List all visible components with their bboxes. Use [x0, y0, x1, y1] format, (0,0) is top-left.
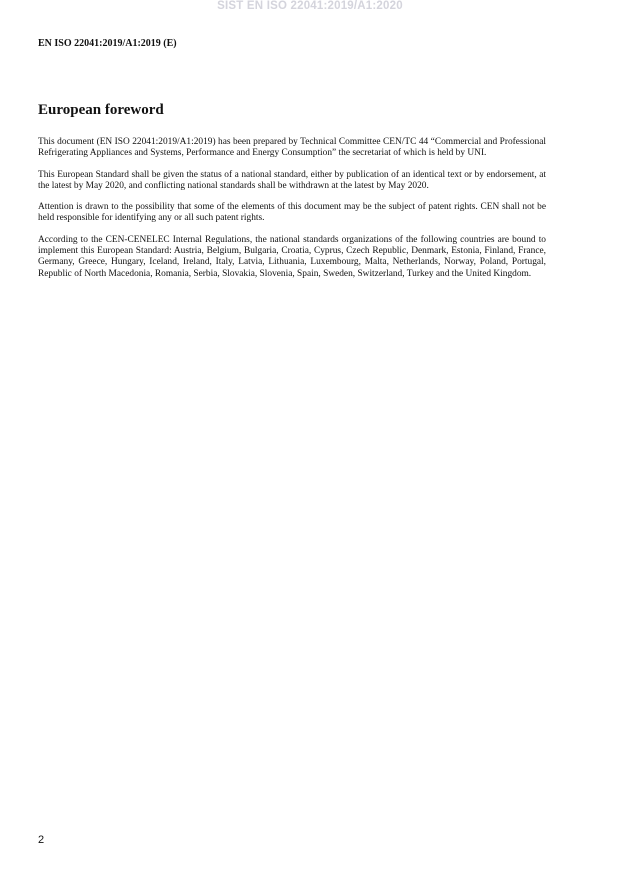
page-number: 2	[38, 834, 45, 846]
paragraph-1: This document (EN ISO 22041:2019/A1:2019) has been prepared by Technical Committee CEN/TC 44 “Commercial and Professional Refrigerating Appliances and Systems, Performance and Energy Consumption” the secretariat of which is held by UNI.	[38, 137, 546, 159]
watermark: SIST EN ISO 22041:2019/A1:2020	[217, 0, 403, 12]
document-id: EN ISO 22041:2019/A1:2019 (E)	[38, 38, 177, 49]
foreword-body	[38, 137, 546, 290]
section-heading: European foreword	[38, 102, 164, 118]
paragraph-4: According to the CEN-CENELEC Internal Regulations, the national standards organizations of the following countries are bound to implement this European Standard: Austria, Belgium, Bulgaria, Croatia, Cyprus, Czech Republic, Denmark, Estonia, Finland, France, Germany, Greece, Hungary, Iceland, Ireland, Italy, Latvia, Lithuania, Luxembourg, Malta, Netherlands, Norway, Poland, Portugal, Republic of North Macedonia, Romania, Serbia, Slovakia, Slovenia, Spain, Sweden, Switzerland, Turkey and the United Kingdom.	[38, 234, 546, 279]
paragraph-3: Attention is drawn to the possibility that some of the elements of this document may be the subject of patent rights. CEN shall not be held responsible for identifying any or all such patent rights.	[38, 202, 546, 224]
paragraph-2: This European Standard shall be given the status of a national standard, either by publication of an identical text or by endorsement, at the latest by May 2020, and conflicting national standards shall be withdrawn at the latest by May 2020.	[38, 169, 546, 191]
